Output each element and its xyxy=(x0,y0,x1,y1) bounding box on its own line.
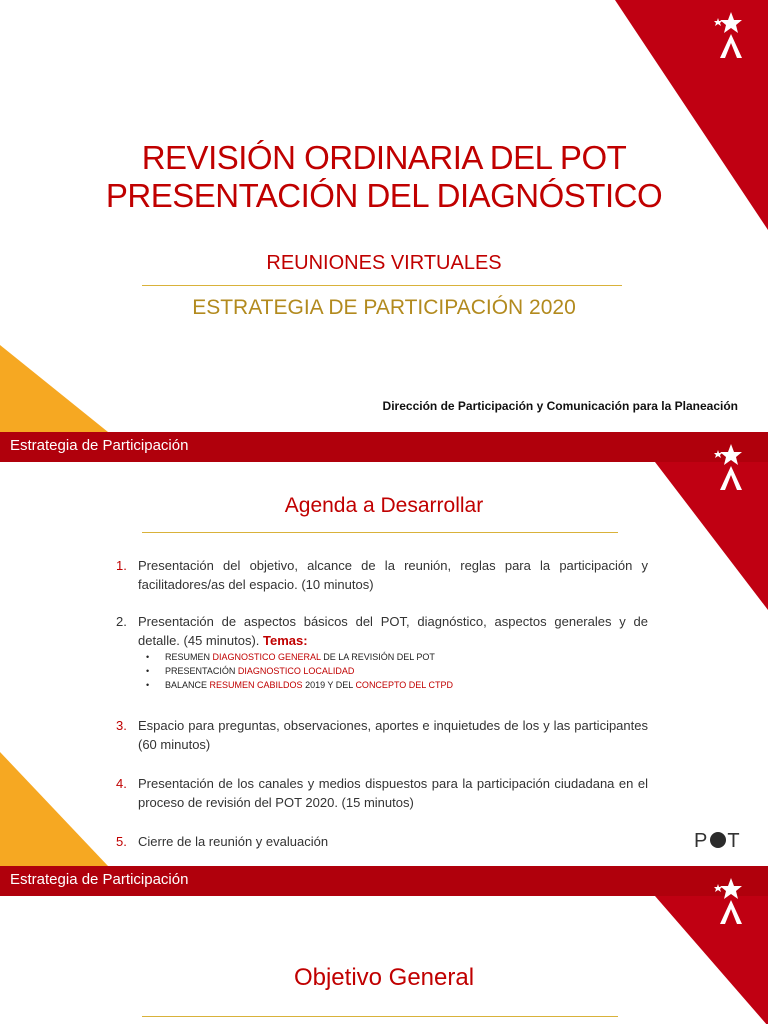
agenda-slide xyxy=(0,432,768,866)
section-header-label: Estrategia de Participación xyxy=(10,871,189,888)
presentation-title-line-1: REVISIÓN ORDINARIA DEL POT xyxy=(141,139,627,176)
presentation-subtitle: REUNIONES VIRTUALES xyxy=(266,252,502,274)
pot-logo-letter: P xyxy=(694,830,710,852)
agenda-item-text: Presentación de aspectos básicos del POT, diagnóstico, aspectos generales y de detalle. (45 minutos). xyxy=(138,614,648,648)
temas-subitem xyxy=(146,664,453,678)
subitem-text: PRESENTACIÓN xyxy=(165,666,238,676)
agenda-title: Agenda a Desarrollar xyxy=(284,494,484,517)
gold-divider xyxy=(142,532,618,533)
gold-divider xyxy=(142,285,622,286)
agenda-item-number: 1. xyxy=(116,558,127,573)
subitem-highlight: DIAGNOSTICO GENERAL xyxy=(212,652,321,662)
subitem-highlight: RESUMEN CABILDOS xyxy=(209,680,303,690)
objective-title: Objetivo General xyxy=(293,964,475,991)
agenda-item-text: Espacio para preguntas, observaciones, aportes e inquietudes de los y las participantes (60 minutos) xyxy=(138,718,648,752)
agenda-item-text: Cierre de la reunión y evaluación xyxy=(138,834,329,849)
agenda-list xyxy=(116,556,648,856)
title-slide xyxy=(0,0,768,432)
subitem-text: BALANCE xyxy=(165,680,210,690)
globe-icon xyxy=(710,832,726,848)
objective-slide xyxy=(0,866,768,1024)
section-header-bar xyxy=(0,432,768,462)
gold-divider xyxy=(142,1016,618,1017)
subitem-text: 2019 Y DEL xyxy=(302,680,356,690)
subitem-highlight: DIAGNOSTICO LOCALIDAD xyxy=(237,666,355,676)
star-figure-logo-icon xyxy=(713,10,749,67)
agenda-item-text-wrapper xyxy=(138,612,648,650)
bottom-left-yellow-corner xyxy=(0,752,108,866)
agenda-item-number: 2. xyxy=(116,614,127,629)
bottom-left-yellow-corner xyxy=(0,345,108,432)
section-header-label: Estrategia de Participación xyxy=(10,437,189,454)
temas-sublist xyxy=(146,650,453,692)
directorate-label: Dirección de Participación y Comunicación para la Planeación xyxy=(382,399,738,413)
top-right-red-band xyxy=(655,462,768,610)
presentation-title-line-2: PRESENTACIÓN DEL DIAGNÓSTICO xyxy=(105,177,663,214)
agenda-item-text: Presentación de los canales y medios dispuestos para la participación ciudadana en el proceso de revisión del POT 2020. (15 minutos) xyxy=(138,776,648,810)
pot-logo xyxy=(694,830,742,853)
subitem-highlight: CONCEPTO DEL CTPD xyxy=(355,680,453,690)
agenda-item-number: 4. xyxy=(116,776,127,791)
star-figure-logo-icon xyxy=(713,876,749,933)
temas-label: Temas: xyxy=(263,633,308,648)
subitem-text: RESUMEN xyxy=(165,652,213,662)
subitem-text: DE LA REVISIÓN DEL POT xyxy=(320,652,435,662)
slide1-decoration xyxy=(0,0,768,432)
pot-logo-letter: T xyxy=(727,830,742,852)
temas-subitem xyxy=(146,650,453,664)
strategy-heading: ESTRATEGIA DE PARTICIPACIÓN 2020 xyxy=(192,296,576,319)
star-figure-logo-icon xyxy=(713,442,749,499)
top-right-red-band xyxy=(655,896,768,1024)
temas-subitem xyxy=(146,678,453,692)
agenda-item-text: Presentación del objetivo, alcance de la reunión, reglas para la participación y facilitadores/as del espacio. (10 minutos) xyxy=(138,558,648,592)
section-header-bar xyxy=(0,866,768,896)
agenda-item-number: 5. xyxy=(116,834,127,849)
agenda-item-number: 3. xyxy=(116,718,127,733)
